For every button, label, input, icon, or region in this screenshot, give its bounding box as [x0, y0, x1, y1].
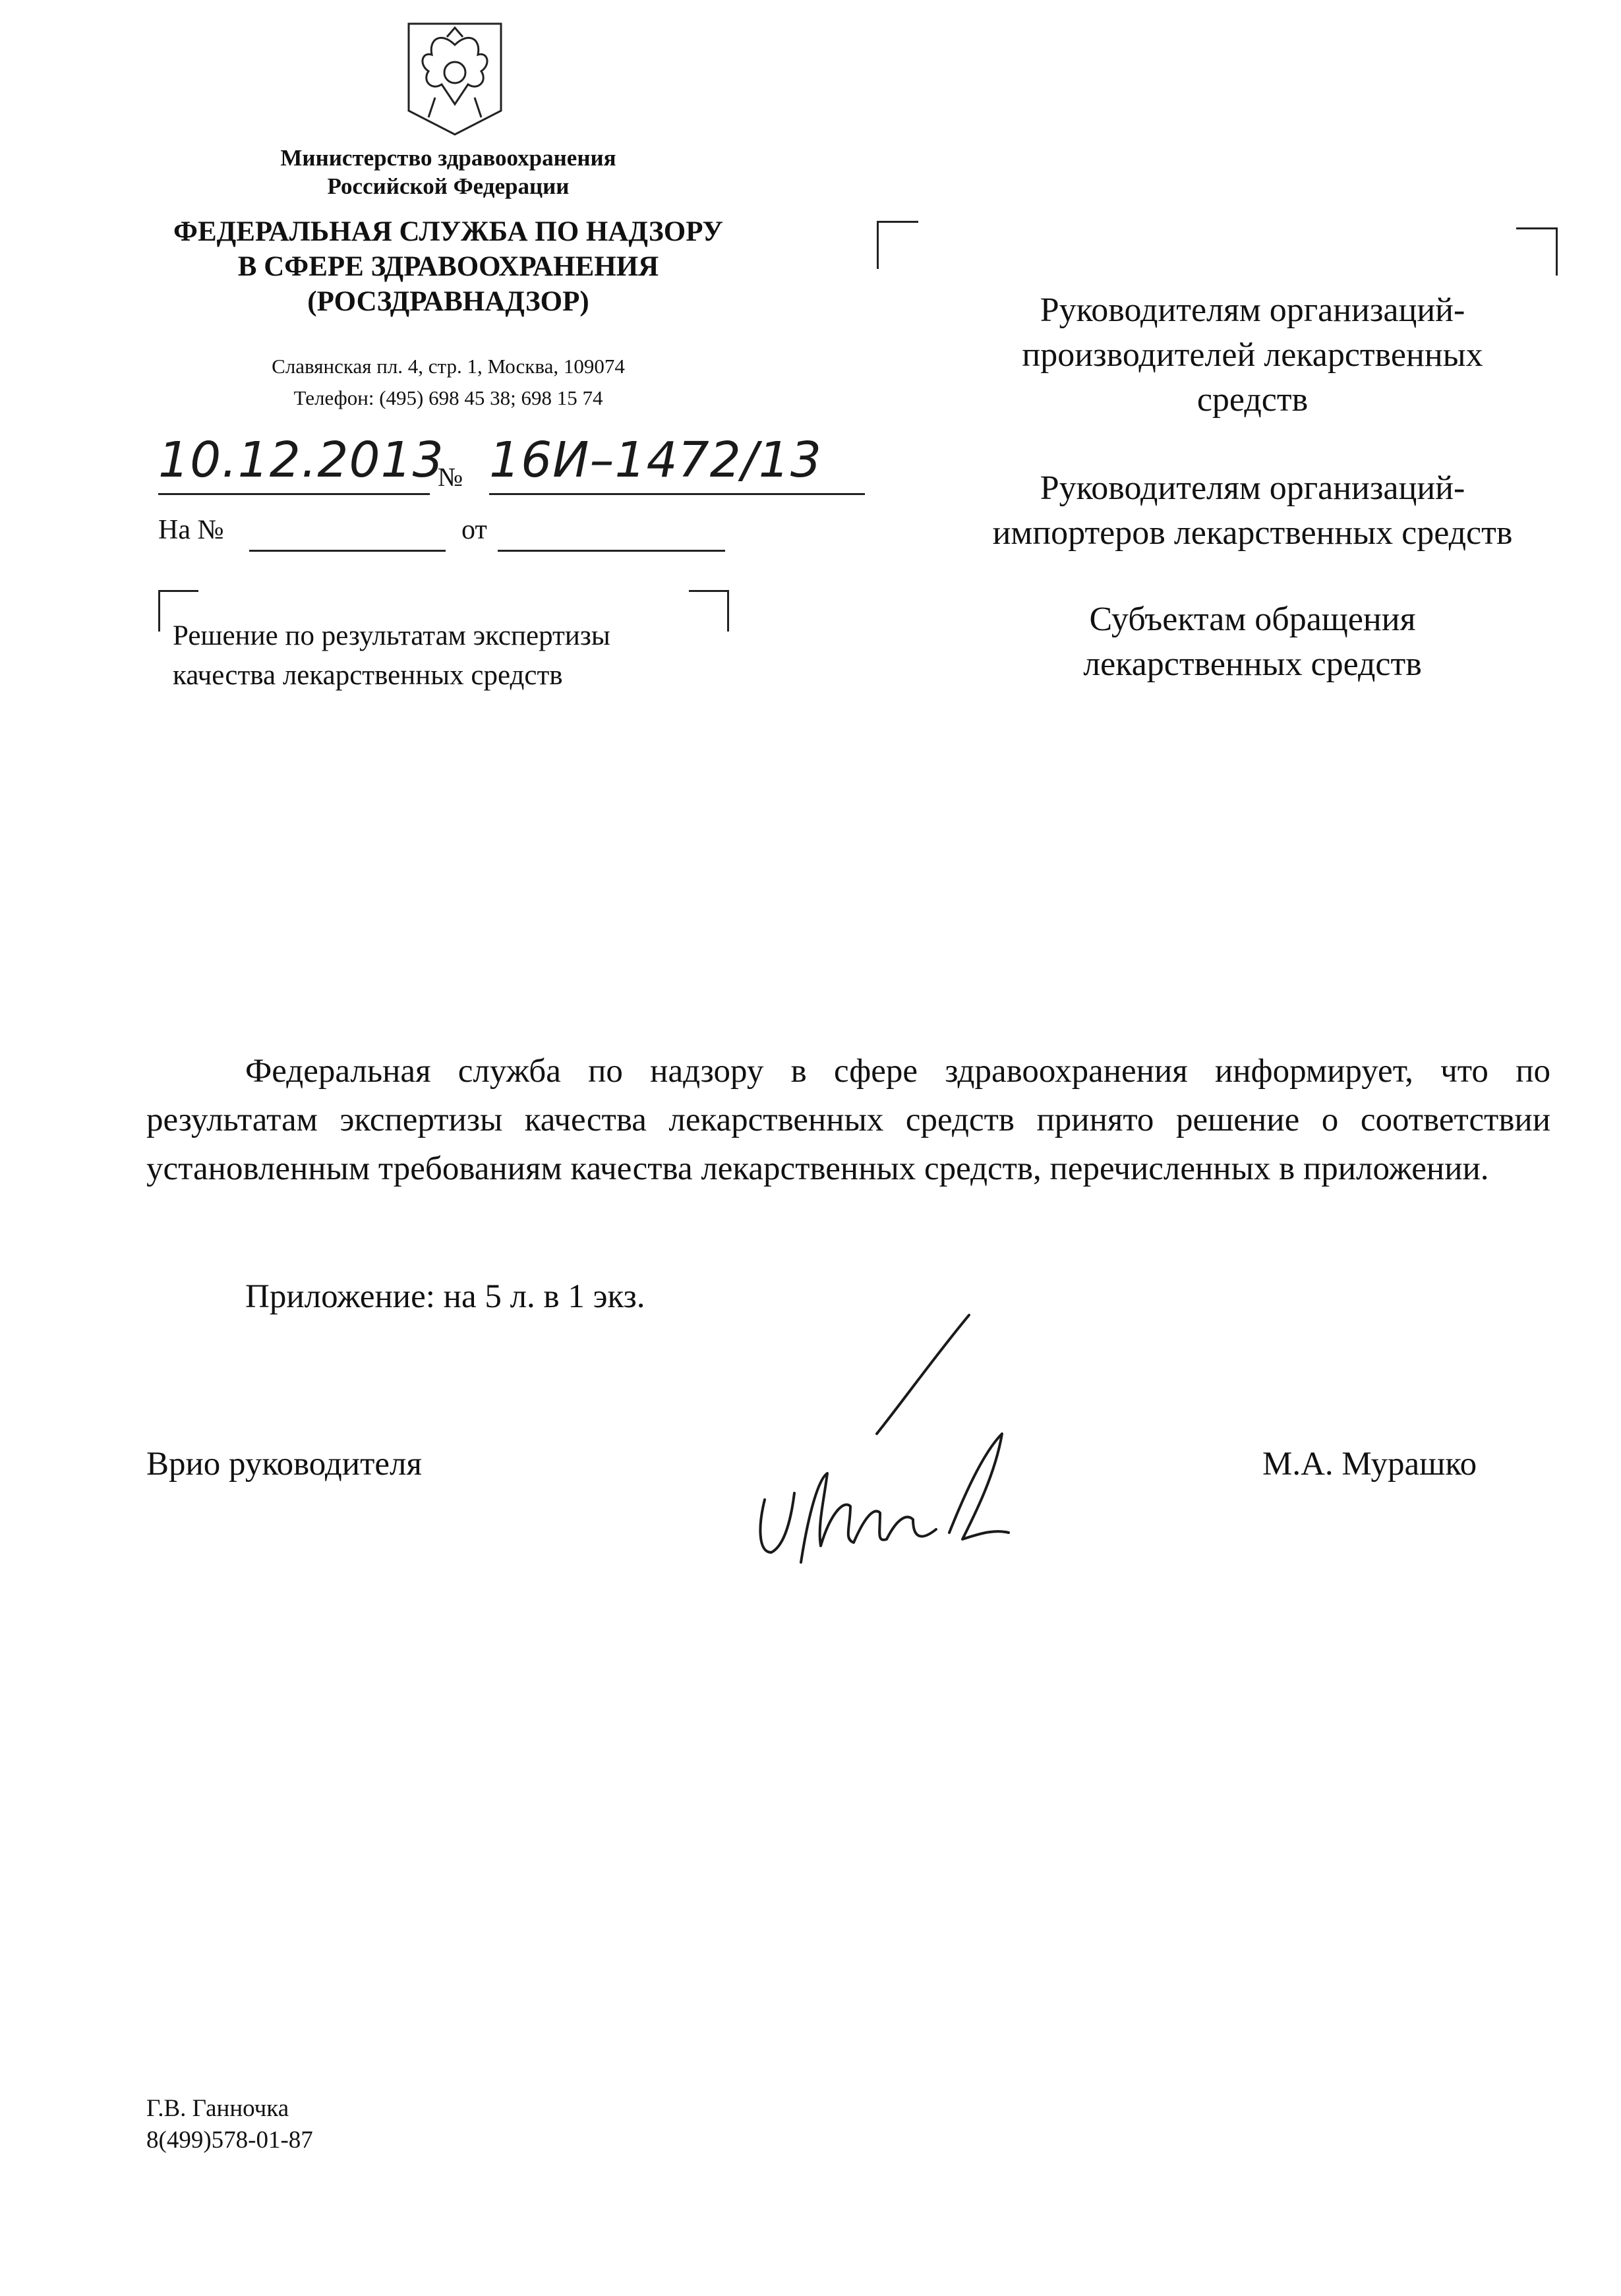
agency-phone: Телефон: (495) 698 45 38; 698 15 74 [293, 386, 603, 409]
ministry-line-1: Министерство здравоохранения [280, 145, 616, 171]
subject [173, 616, 740, 695]
reply-to-label: На № [158, 515, 224, 545]
russian-coat-of-arms-icon [396, 18, 514, 137]
executor-name: Г.В. Ганночка [146, 2095, 289, 2122]
registration-date: 10.12.2013 [158, 432, 444, 488]
ministry-line-2: Российской Федерации [327, 173, 570, 199]
reply-date-blank [498, 550, 725, 552]
appendix-note: Приложение: на 5 л. в 1 экз. [245, 1278, 645, 1315]
addressee-line: Руководителям организаций- [1040, 291, 1465, 329]
signatory-name: М.А. Мурашко [1262, 1446, 1477, 1483]
ministry-name [218, 144, 679, 200]
reply-from-label: от [461, 515, 487, 545]
addressee-line: импортеров лекарственных средств [992, 514, 1513, 552]
addressee-circulation-subjects [916, 597, 1589, 687]
signatory-position: Врио руководителя [146, 1446, 422, 1483]
addressee-line: средств [1196, 381, 1309, 419]
addressee-bracket-right [1516, 227, 1558, 276]
agency-line-3: (РОСЗДРАВНАДЗОР) [307, 286, 589, 317]
subject-line-2: качества лекарственных средств [173, 660, 563, 691]
addressee-line: лекарственных средств [1083, 645, 1422, 683]
executor-phone: 8(499)578-01-87 [146, 2127, 313, 2154]
agency-line-2: В СФЕРЕ ЗДРАВООХРАНЕНИЯ [237, 251, 659, 282]
addressee-line: Субъектам обращения [1089, 601, 1416, 638]
reply-number-blank [249, 550, 446, 552]
addressee-bracket-left [877, 221, 918, 269]
number-underline [489, 493, 865, 495]
agency-contacts [198, 351, 699, 414]
handwritten-signature [745, 1302, 1088, 1605]
subject-line-1: Решение по результатам экспертизы [173, 620, 610, 651]
agency-line-1: ФЕДЕРАЛЬНАЯ СЛУЖБА ПО НАДЗОРУ [173, 216, 723, 247]
agency-address: Славянская пл. 4, стр. 1, Москва, 109074 [272, 355, 625, 378]
body-paragraph: Федеральная служба по надзору в сфере здравоохранения информирует, что по результатам экспертизы качества лекарственных средств принято решение о соответствии установленным требованиям качества лекарственных средств, перечисленных в приложении. [146, 1053, 1550, 1187]
agency-name [145, 214, 752, 319]
date-underline [158, 493, 430, 495]
addressee-line: производителей лекарственных [1022, 336, 1483, 374]
registration-number-sign: № [438, 462, 463, 492]
registration-number: 16И–1472/13 [489, 432, 822, 488]
addressee-line: Руководителям организаций- [1040, 469, 1465, 507]
addressee-importers [916, 466, 1589, 556]
addressee-manufacturers [916, 288, 1589, 423]
letter-body [146, 1047, 1550, 1193]
